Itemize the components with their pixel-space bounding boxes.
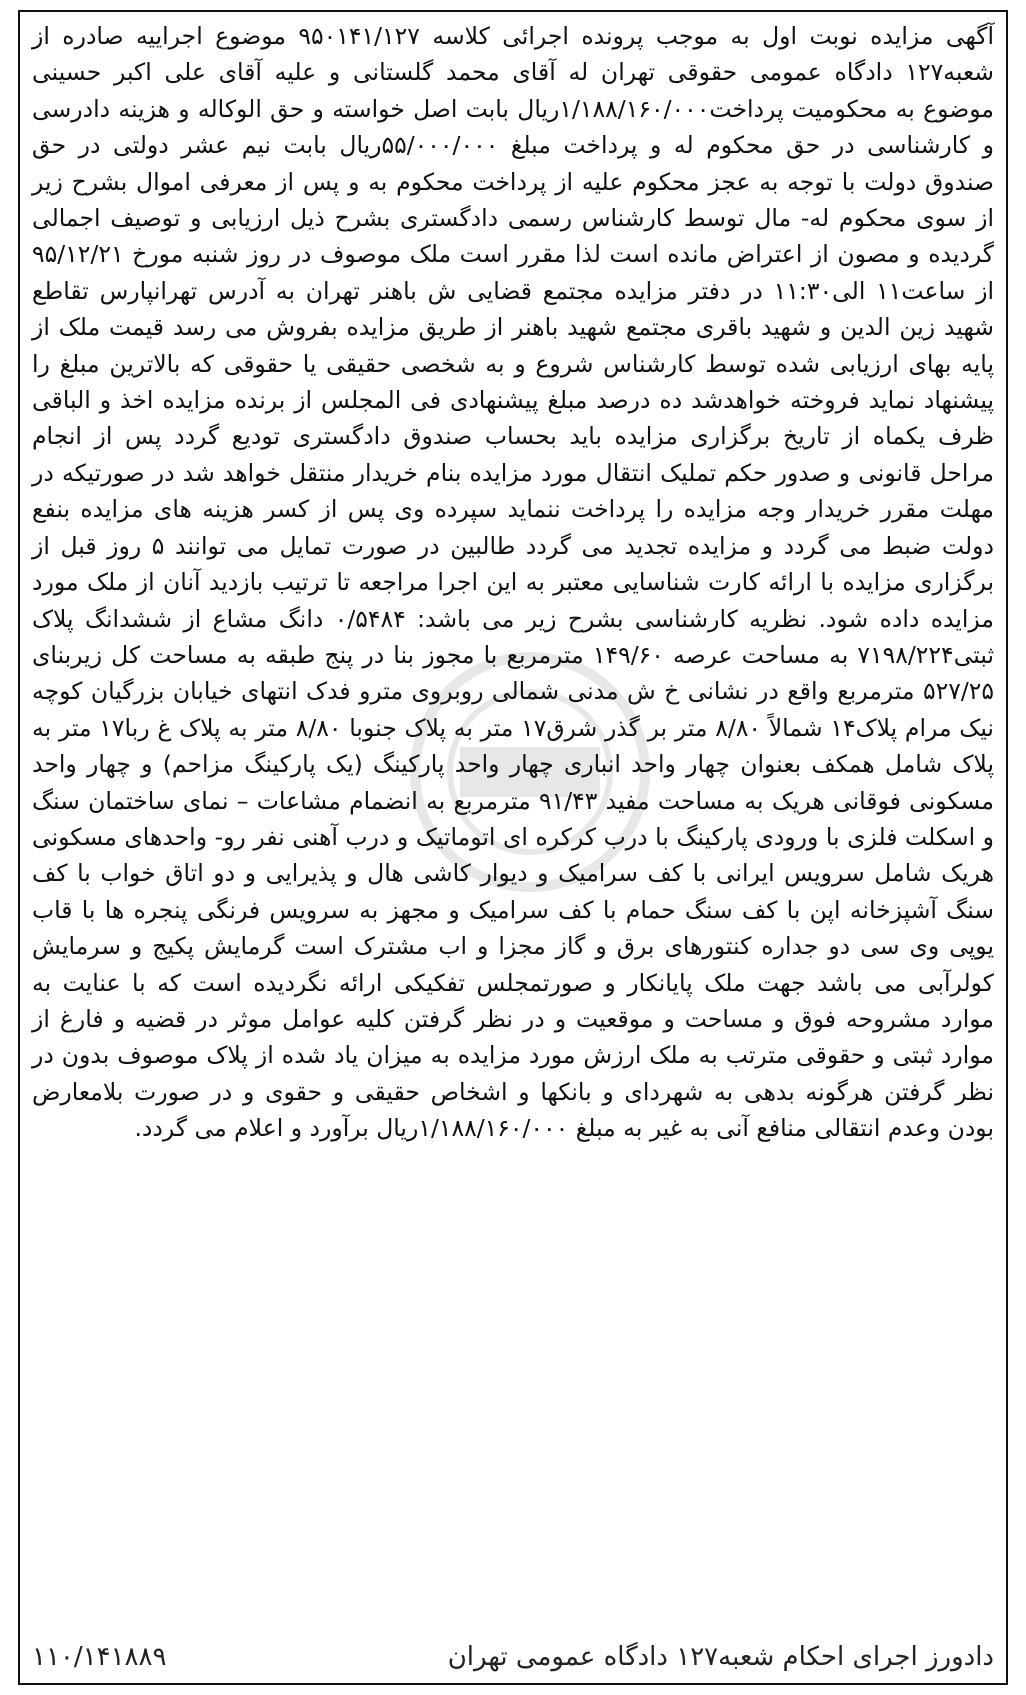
notice-code: ۱۱۰/۱۴۱۸۸۹ — [32, 1642, 167, 1672]
auction-notice — [18, 10, 1008, 1685]
notice-body: آگهی مزایده نوبت اول به موجب پرونده اجرائی کلاسه ۹۵۰۱۴۱/۱۲۷ موضوع اجراییه صادره از شعبه۱۲۷ دادگاه عمومی حقوقی تهران له آقای محمد گلستانی و علیه آقای علی اکبر حسینی موضوع به محکومیت پرداخت۱/۱۸۸/۱۶۰/۰۰۰ریال بابت اصل خواسته و حق الوکاله و هزینه دادرسی و کارشناسی در حق محکوم له و پرداخت مبلغ ۵۵/۰۰۰/۰۰۰ریال بابت نیم عشر دولتی در حق صندوق دولت با توجه به عجز محکوم علیه از پرداخت محکوم به و پس از معرفی اموال بشرح زیر از سوی محکوم له- مال توسط کارشناس رسمی دادگستری بشرح ذیل ارزیابی و توصیف اجمالی گردیده و مصون از اعتراض مانده است لذا مقرر است ملک موصوف در روز شنبه مورخ ۹۵/۱۲/۲۱ از ساعت۱۱ الی۱۱:۳۰ در دفتر مزایده مجتمع قضایی ش باهنر تهران به آدرس تهرانپارس تقاطع شهید زین الدین و شهید باقری مجتمع شهید باهنر از طریق مزایده بفروش می رسد قیمت ملک از پایه بهای ارزیابی شده توسط کارشناس شروع و به شخصی حقیقی یا حقوقی که بالاترین مبلغ را پیشنهاد نماید فروخته خواهدشد ده درصد مبلغ پیشنهادی فی المجلس از برنده مزایده اخذ و الباقی ظرف یکماه از تاریخ برگزاری مزایده باید بحساب صندوق دادگستری تودیع گردد پس از انجام مراحل قانونی و صدور حکم تملیک انتقال مورد مزایده بنام خریدار منتقل خواهد شد در صورتیکه در مهلت مقرر خریدار وجه مزایده را پرداخت ننماید سپرده وی پس از کسر هزینه های مزایده بنفع دولت ضبط می گردد و مزایده تجدید می گردد طالبین در صورت تمایل می توانند ۵ روز قبل از برگزاری مزایده با ارائه کارت شناسایی معتبر به این اجرا مراجعه تا ترتیب بازدید آنان از ملک مورد مزایده داده شود. نظریه کارشناسی بشرح زیر می باشد: ۰/۵۴۸۴ دانگ مشاع از ششدانگ پلاک ثبتی۷۱۹۸/۲۲۴ به مساحت عرصه ۱۴۹/۶۰ مترمربع با مجوز بنا در پنج طبقه به مساحت کل زیربنای ۵۲۷/۲۵ مترمربع واقع در نشانی خ ش مدنی شمالی روبروی مترو فدک انتهای خیابان بزرگیان کوچه نیک مرام پلاک۱۴ شمالاً ۸/۸۰ متر بر گذر شرق۱۷ متر به پلاک جنوبا ۸/۸۰ متر به پلاک غ ربا۱۷ متر به پلاک شامل همکف بعنوان چهار واحد انباری چهار واحد پارکینگ (یک پارکینگ مزاحم) و چهار واحد مسکونی فوقانی هریک به مساحت مفید ۹۱/۴۳ مترمربع به انضمام مشاعات – نمای ساختمان سنگ و اسکلت فلزی با ورودی پارکینگ با درب کرکره ای اتوماتیک و درب آهنی نفر رو- واحدهای مسکونی هریک شامل سرویس ایرانی با کف سرامیک و دیوار کاشی هال و پذیرایی و دو اتاق خواب با کف سنگ آشپزخانه اپن با کف سنگ حمام با کف سرامیک و مجهز به سرویس فرنگی پنجره ها با قاب یوپی وی سی دو جداره کنتورهای برق و گاز مجزا و اب مشترک است گرمایش پکیج و سرمایش کولرآبی می باشد جهت ملک پایانکار و صورتمجلس تفکیکی ارائه نگردیده است که با عنایت به موارد مشروحه فوق و مساحت و موقعیت و در نظر گرفتن کلیه عوامل موثر در قضیه و فارغ از موارد ثبتی و حقوقی مترتب به ملک ارزش مورد مزایده به میزان یاد شده از پلاک موصوف بدون در نظر گرفتن هرگونه بدهی به شهردای و بانکها و اشخاص حقیقی و حقوی و در صورت بلامعارض بودن وعدم انتقالی منافع آنی به غیر به مبلغ ۱/۱۸۸/۱۶۰/۰۰۰ریال برآورد و اعلام می گردد. — [32, 22, 995, 1143]
notice-footer — [32, 1635, 994, 1679]
issuer-signature: دادورز اجرای احکام شعبه۱۲۷ دادگاه عمومی تهران — [447, 1642, 994, 1672]
